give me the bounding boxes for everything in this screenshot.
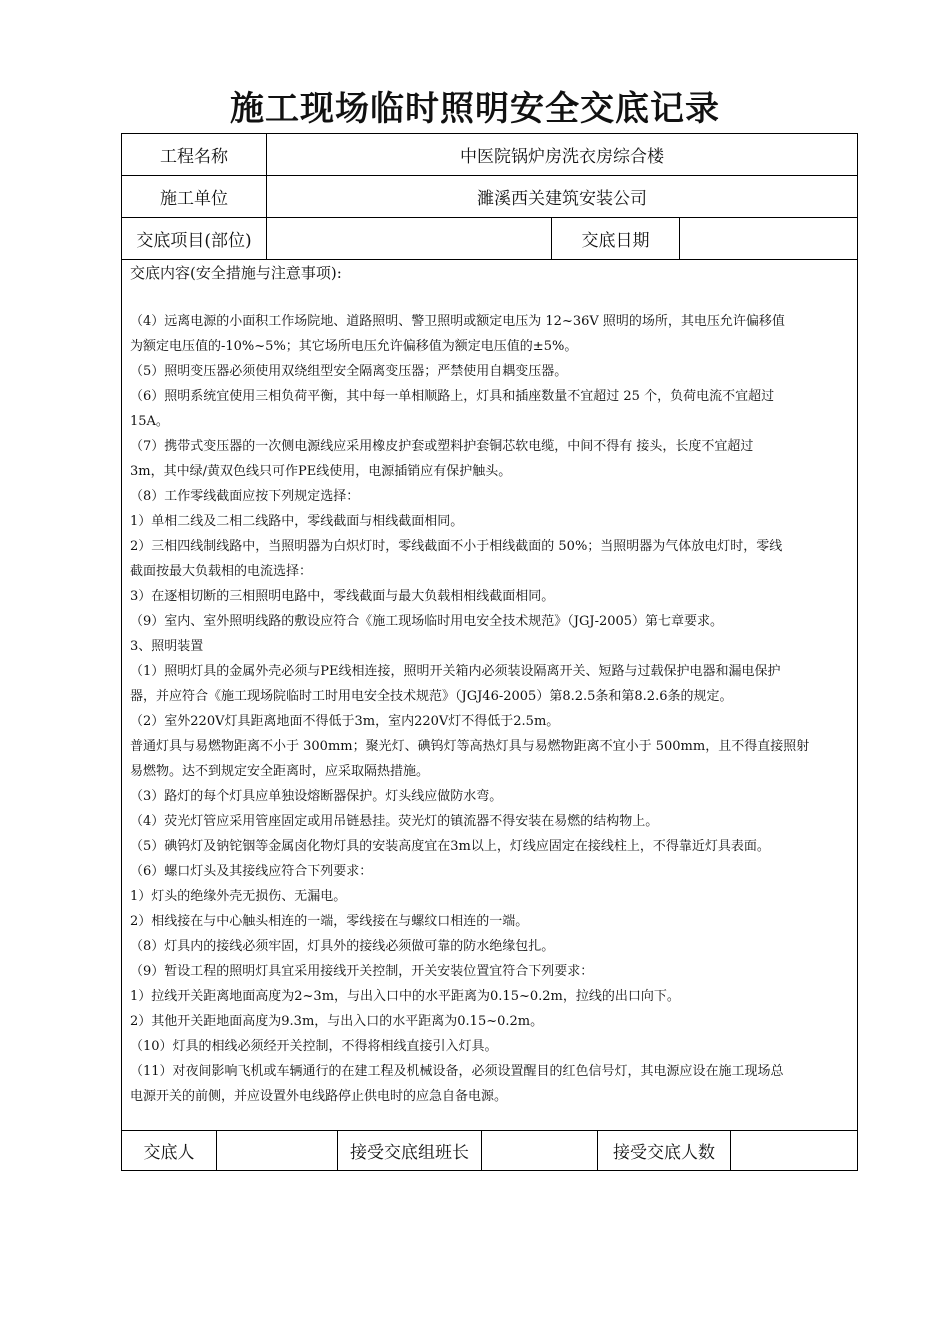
content-line: 1）灯头的绝缘外壳无损伤、无漏电。: [130, 889, 347, 904]
document-title: 施工现场临时照明安全交底记录: [230, 89, 720, 129]
project-name-label: 工程名称: [122, 134, 267, 175]
content-line: （9）室内、室外照明线路的敷设应符合《施工现场临时用电安全技术规范》（JGJ-2005）第七章要求。: [130, 614, 724, 629]
content-line: 15A。: [130, 414, 169, 429]
team-leader-label: 接受交底组班长: [338, 1131, 482, 1170]
handover-date-label: 交底日期: [552, 218, 680, 259]
project-name-row: [122, 134, 857, 176]
recipient-count-value[interactable]: [731, 1131, 857, 1170]
content-line: （4）荧光灯管应采用管座固定或用吊链悬挂。荧光灯的镇流器不得安装在易燃的结构物上。: [130, 814, 659, 829]
content-line: （6）螺口灯头及其接线应符合下列要求：: [130, 864, 373, 879]
content-line: 2）三相四线制线路中，当照明器为白炽灯时，零线截面不小于相线截面的 50%；当照明器为气体放电灯时，零线: [130, 539, 783, 554]
handover-content: [122, 260, 857, 1131]
content-lines: [130, 309, 849, 1109]
content-line: 2）其他开关距地面高度为9.3m，与出入口的水平距离为0.15~0.2m。: [130, 1014, 544, 1029]
content-line: （8）工作零线截面应按下列规定选择：: [130, 489, 360, 504]
project-name-value[interactable]: 中医院锅炉房洗衣房综合楼: [460, 147, 664, 167]
content-line: 3m，其中绿/黄双色线只可作PE线使用，电源插销应有保护触头。: [130, 464, 512, 479]
handover-item-value[interactable]: [267, 218, 552, 259]
recipient-count-label: 接受交底人数: [598, 1131, 731, 1170]
handover-person-value[interactable]: [217, 1131, 338, 1170]
content-line: 1）单相二线及二相二线路中，零线截面与相线截面相同。: [130, 514, 464, 529]
team-leader-value[interactable]: [482, 1131, 598, 1170]
content-line: 3、照明装置: [130, 639, 204, 654]
content-line: （6）照明系统宜使用三相负荷平衡，其中每一单相顺路上，灯具和插座数量不宜超过 25 个，负荷电流不宜超过: [130, 389, 775, 404]
handover-item-row: [122, 218, 857, 260]
content-line: （5）碘钨灯及钠铊铟等金属卤化物灯具的安装高度宜在3m以上，灯线应固定在接线柱上，不得靠近灯具表面。: [130, 839, 770, 854]
handover-date-value[interactable]: [680, 218, 857, 259]
content-header: 交底内容(安全措施与注意事项):: [130, 264, 342, 282]
content-line: （9）暂设工程的照明灯具宜采用接线开关控制，开关安装位置宜符合下列要求：: [130, 964, 594, 979]
content-line: （8）灯具内的接线必须牢固，灯具外的接线必须做可靠的防水绝缘包扎。: [130, 939, 555, 954]
content-line: 3）在逐相切断的三相照明电路中，零线截面与最大负载相相线截面相同。: [130, 589, 555, 604]
handover-person-label: 交底人: [122, 1131, 217, 1170]
content-line: （3）路灯的每个灯具应单独设熔断器保护。灯头线应做防水弯。: [130, 789, 503, 804]
construction-unit-value[interactable]: 濉溪西关建筑安装公司: [477, 189, 647, 209]
content-line: （10）灯具的相线必须经开关控制，不得将相线直接引入灯具。: [130, 1039, 498, 1054]
content-line: （4）远离电源的小面积工作场院地、道路照明、警卫照明或额定电压为 12~36V 照明的场所，其电压允许偏移值: [130, 314, 785, 329]
content-line: 器，并应符合《施工现场院临时工时用电安全技术规范》（JGJ46-2005）第8.2.5条和第8.2.6条的规定。: [130, 689, 733, 704]
handover-form: [121, 133, 858, 1171]
content-line: 电源开关的前侧，并应设置外电线路停止供电时的应急自备电源。: [130, 1089, 508, 1104]
content-line: （2）室外220V灯具距离地面不得低于3m，室内220V灯不得低于2.5m。: [130, 714, 560, 729]
construction-unit-label: 施工单位: [122, 176, 267, 217]
content-line: （11）对夜间影响飞机或车辆通行的在建工程及机械设备，必须设置醒目的红色信号灯，其电源应设在施工现场总: [130, 1064, 784, 1079]
construction-unit-row: [122, 176, 857, 218]
content-line: 为额定电压值的-10%~5%；其它场所电压允许偏移值为额定电压值的±5%。: [130, 339, 578, 354]
content-line: 普通灯具与易燃物距离不小于 300mm；聚光灯、碘钨灯等高热灯具与易燃物距离不宜小于 500mm，且不得直接照射: [130, 739, 810, 754]
handover-item-label: 交底项目(部位): [122, 218, 267, 259]
content-line: 2）相线接在与中心触头相连的一端，零线接在与螺纹口相连的一端。: [130, 914, 529, 929]
signature-row: [122, 1131, 857, 1170]
content-line: 易燃物。达不到规定安全距离时，应采取隔热措施。: [130, 764, 430, 779]
content-line: 1）拉线开关距离地面高度为2~3m，与出入口中的水平距离为0.15~0.2m，拉线的出口向下。: [130, 989, 680, 1004]
content-line: （5）照明变压器必须使用双绕组型安全隔离变压器；严禁使用自耦变压器。: [130, 364, 568, 379]
content-line: （1）照明灯具的金属外壳必须与PE线相连接，照明开关箱内必须装设隔离开关、短路与过载保护电器和漏电保护: [130, 664, 781, 679]
content-line: （7）携带式变压器的一次侧电源线应采用橡皮护套或塑料护套铜芯软电缆，中间不得有 接头，长度不宜超过: [130, 439, 754, 454]
content-line: 截面按最大负载相的电流选择：: [130, 564, 313, 579]
